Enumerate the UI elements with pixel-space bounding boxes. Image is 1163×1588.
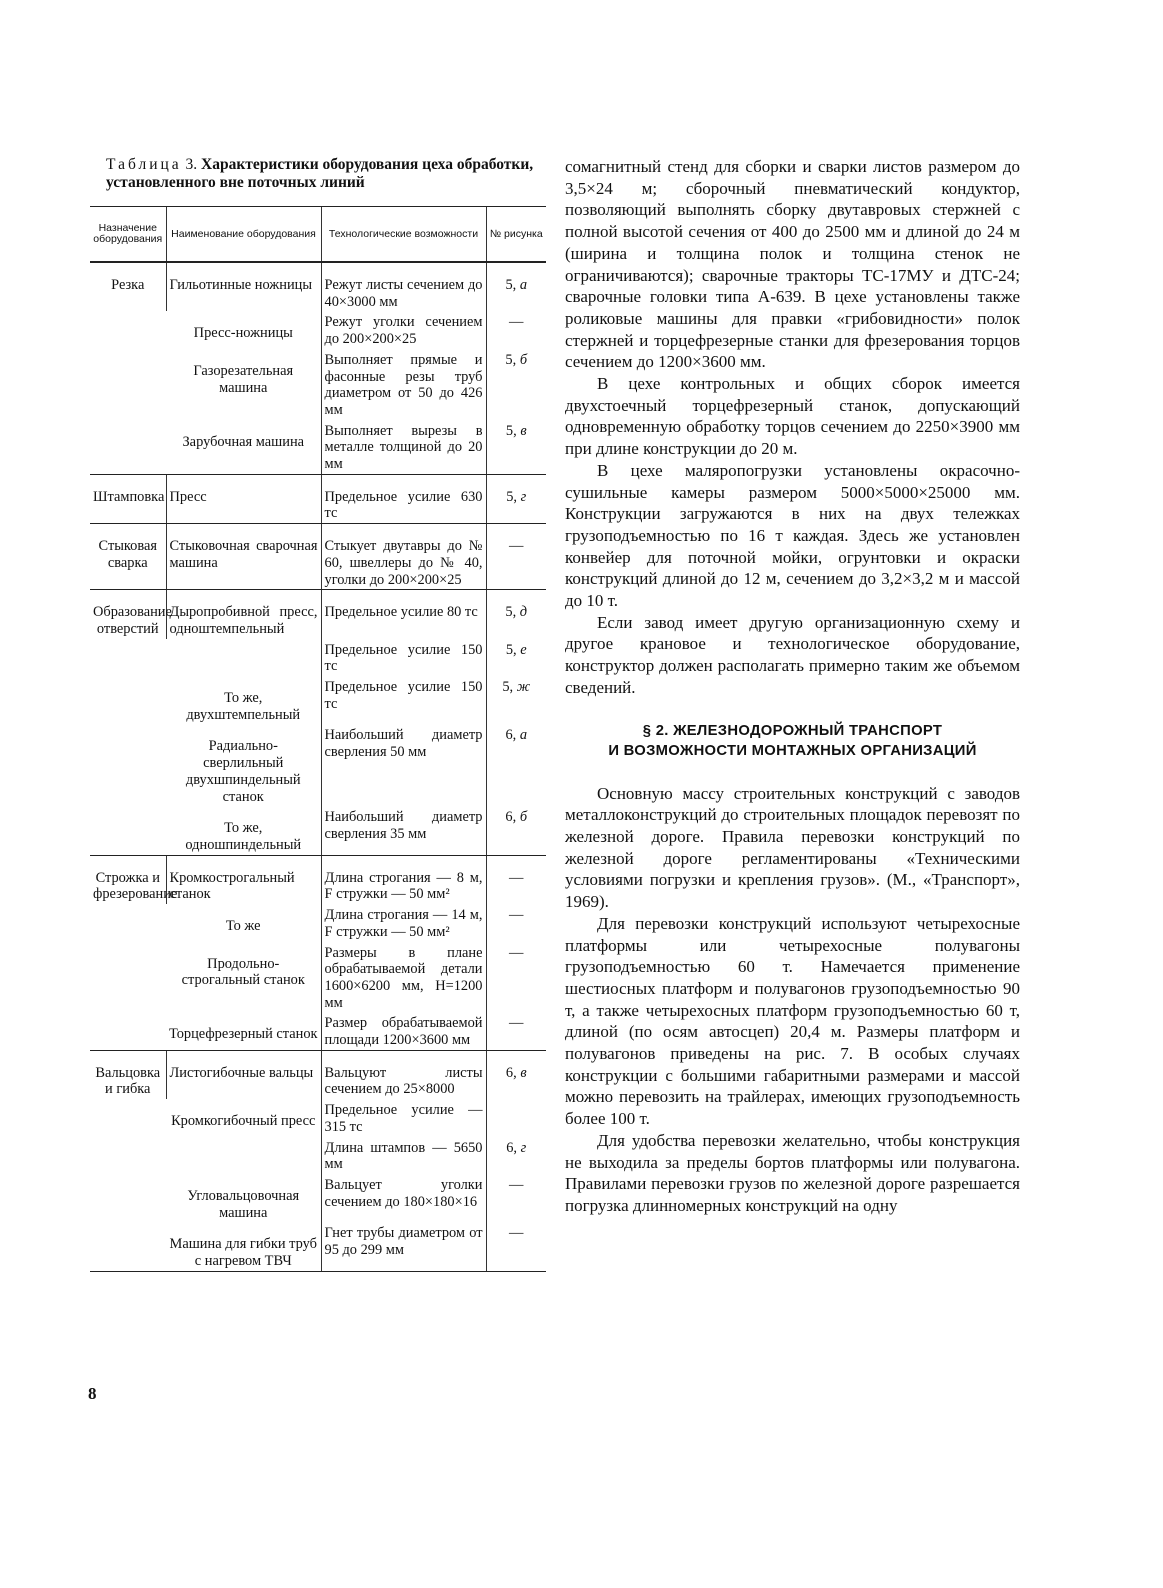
equipment-name-text: Кромкогибочный пресс [171, 1113, 316, 1130]
figure-number: 6, [505, 1064, 521, 1081]
right-column [565, 156, 1020, 1217]
cell-figure-ref [486, 904, 546, 941]
figure-number: 6, [505, 809, 520, 826]
left-column [90, 156, 546, 1272]
cell-capability [321, 904, 486, 941]
cell-equipment-name [166, 474, 321, 523]
equipment-table [90, 206, 546, 1272]
cell-capability [321, 1174, 486, 1222]
figure-number: — [509, 1176, 524, 1193]
cell-capability [321, 724, 486, 806]
figure-number: 6, [506, 1139, 521, 1156]
equipment-name-text: Дыропробивной пресс, одноштемпельный [169, 604, 318, 637]
caption-word: Таблица [106, 156, 182, 173]
header-capability: Технологические возможности [321, 207, 486, 263]
figure-number: — [509, 1225, 524, 1242]
figure-letter: г [520, 488, 527, 505]
cell-capability [321, 420, 486, 475]
capability-text: Стыкует двутавры до № 60, швеллеры до № 40, уголки до 200×200×25 [324, 538, 483, 588]
capability-text: Предельное усилие 630 тс [324, 488, 483, 522]
capability-text: Длина штампов — 5650 мм [324, 1139, 483, 1173]
paragraph: В цехе контрольных и общих сборок имеется двухстоечный торцефрезерный станок, допускающий одновременную обработку торцов сечением до 2250×3900 мм при длине конструкции до 20 м. [565, 374, 1020, 459]
cell-purpose: Штамповка [90, 474, 166, 523]
figure-number: 5, [502, 679, 517, 696]
caption-number: 3. [185, 156, 198, 173]
cell-figure-ref [486, 806, 546, 855]
cell-figure-ref [486, 311, 546, 348]
figure-letter: в [520, 1064, 527, 1081]
paragraph: Основную массу строительных конструкций с заводов металлоконструкций до строительных площадок перевозят по железной дороге. Правила перевозки конструкций по железной дороге регламентированы «Техническими условиями погрузки и крепления грузов». (М., «Транспорт», 1969). [565, 783, 1020, 912]
figure-letter: б [519, 351, 528, 368]
table-row [90, 474, 546, 523]
table-caption [106, 156, 536, 192]
cell-capability [321, 806, 486, 855]
caption-title: Характеристики оборудования цеха обработки, установленного вне поточных линий [106, 156, 534, 191]
equipment-name-text: Торцефрезерный станок [169, 1026, 318, 1043]
header-figure: № рисунка [486, 207, 546, 263]
equipment-name-text: Радиально-сверлильный двухшпиндельный станок [185, 738, 301, 805]
cell-capability [321, 311, 486, 348]
cell-capability [321, 1050, 486, 1099]
cell-equipment-name [166, 311, 321, 348]
cell-equipment-name [166, 1099, 321, 1136]
paragraph: В цехе маляропогрузки установлены окрасочно-сушильные камеры размером 5000×5000×25000 мм. Конструкции загружаются в них на двух тележках грузоподъемностью по 16 т каждая. Здесь же установлен конвейер для поточной мойки, огрунтовки и окраски конструкций длиной до 12 м, сечением до 3,2×3,2 м и массой до 10 т. [565, 460, 1020, 611]
cell-figure-ref [486, 1012, 546, 1050]
figure-number: 5, [505, 277, 520, 293]
page-number: 8 [88, 1384, 97, 1403]
cell-capability [321, 942, 486, 1013]
cell-figure-ref [486, 524, 546, 590]
table-row [90, 1050, 546, 1099]
cell-equipment-name [166, 1222, 321, 1271]
figure-letter: г [520, 1139, 527, 1156]
cell-figure-ref [486, 855, 546, 904]
equipment-name-text: Газорезательная машина [193, 362, 294, 396]
paragraph: Для удобства перевозки желательно, чтобы конструкция не выходила за пределы бортов платформы или полувагона. Правилами перевозки грузов по железной дороге разрешается погрузка длинномерных конструкций на одну [565, 1130, 1020, 1215]
table-row [90, 590, 546, 639]
cell-equipment-name [166, 806, 321, 855]
capability-text: Вальцует уголки сечением до 180×180×16 [324, 1176, 483, 1210]
cell-equipment-name [166, 524, 321, 590]
cell-capability [321, 590, 486, 639]
cell-capability [321, 349, 486, 420]
equipment-name-text: Продольно-строгальный станок [181, 955, 305, 989]
figure-number: 5, [505, 604, 520, 621]
equipment-name-text: Зарубочная машина [182, 433, 305, 450]
cell-capability [321, 855, 486, 904]
cell-capability [321, 262, 486, 311]
capability-text: Размеры в плане обрабатываемой детали 1600×6200 мм, H=1200 мм [324, 944, 483, 1011]
cell-equipment-name [166, 904, 321, 941]
cell-purpose: Стыковая сварка [90, 524, 166, 590]
figure-number: 5, [505, 351, 520, 368]
capability-text: Предельное усилие 150 тс [324, 679, 483, 712]
cell-figure-ref [486, 1099, 546, 1136]
cell-figure-ref [486, 724, 546, 806]
equipment-name-text: То же, двухштемпельный [186, 690, 301, 723]
capability-text: Выполняет вырезы в металле толщиной до 20 мм [324, 422, 483, 473]
figure-number: 5, [506, 488, 521, 505]
cell-figure-ref [486, 639, 546, 676]
cell-equipment-name [166, 1174, 321, 1222]
figure-letter: а [519, 277, 528, 293]
cell-figure-ref [486, 676, 546, 724]
cell-figure-ref [486, 262, 546, 311]
capability-text: Длина строгания — 8 м, F стружки — 50 мм² [324, 869, 483, 903]
equipment-name-text: Угловальцовочная машина [187, 1187, 300, 1221]
cell-equipment-name [166, 639, 321, 676]
equipment-name-text: Кромкострогальный станок [169, 869, 295, 903]
paragraph: Для перевозки конструкций используют четырехосные платформы или четырехосные полувагоны грузоподъемностью 60 т. Намечается применение шестиосных платформ и полувагонов грузоподъемностью 90 т, а также четырехосных платформ грузоподъемностью 60 т, длиной (по осям автосцеп) 20,4 м. Размеры платформ и полувагонов приведены на рис. 7. В особых случаях конструкции с большими габаритными размерами и массой можно перевозить на трайлерах, имеющих грузоподъемность более 100 т. [565, 913, 1020, 1129]
cell-equipment-name [166, 590, 321, 639]
cell-capability [321, 676, 486, 724]
figure-number: — [509, 538, 524, 555]
capability-text: Наибольший диаметр сверления 50 мм [324, 727, 483, 761]
cell-figure-ref [486, 1174, 546, 1222]
cell-capability [321, 1099, 486, 1136]
cell-equipment-name [166, 262, 321, 311]
capability-text: Размер обрабатываемой площади 1200×3600 мм [324, 1015, 483, 1049]
figure-number: — [509, 1015, 524, 1032]
equipment-name-text: Листогибочные вальцы [169, 1064, 314, 1081]
cell-figure-ref [486, 1222, 546, 1271]
figure-number: — [509, 907, 524, 924]
equipment-name-text: Пресс-ножницы [193, 325, 293, 342]
capability-text: Предельное усилие 150 тс [324, 641, 483, 675]
cell-purpose: Вальцовка и гибка [90, 1050, 166, 1271]
capability-text: Выполняет прямые и фасонные резы труб диаметром от 50 до 426 мм [324, 351, 483, 418]
equipment-name-text: Пресс [169, 488, 207, 505]
capability-text: Вальцуют листы сечением до 25×8000 [324, 1064, 483, 1098]
figure-letter: а [519, 727, 528, 744]
header-purpose: Назначение оборудования [90, 207, 166, 263]
figure-letter: б [519, 809, 528, 826]
figure-letter: д [519, 604, 528, 621]
header-name: Наименование оборудования [166, 207, 321, 263]
cell-capability [321, 1012, 486, 1050]
paragraph: сомагнитный стенд для сборки и сварки листов размером до 3,5×24 м; сборочный пневматический кондуктор, позволяющий выполнять сборку двутавровых стержней с полной высотой сечения от 400 до 2500 мм и длиной до 24 м (ширина и толщина полок и толщина стенок не ограничиваются); сварочные тракторы ТС-17МУ и ДТС-24; сварочные головки типа А-639. В цехе установлены также роликовые машины для правки «грибовидности» полок стержней и торцефрезерные станки для фрезерования торцов сечением до 1200×3600 мм. [565, 157, 1020, 372]
figure-number: — [509, 944, 524, 961]
capability-text: Предельное усилие 80 тс [324, 604, 478, 621]
figure-number: 6, [505, 727, 520, 744]
equipment-name-text: То же [225, 918, 261, 935]
cell-figure-ref [486, 1050, 546, 1099]
table-row [90, 855, 546, 904]
cell-figure-ref [486, 420, 546, 475]
equipment-name-text: Стыковочная сварочная машина [169, 538, 318, 571]
equipment-name-text: То же, одношпиндельный [185, 820, 302, 853]
table-header-row [90, 207, 546, 263]
cell-equipment-name [166, 855, 321, 904]
cell-equipment-name [166, 942, 321, 1013]
capability-text: Режут уголки сечением до 200×200×25 [324, 314, 483, 348]
cell-purpose: Строжка и фрезерование [90, 855, 166, 1050]
cell-figure-ref [486, 942, 546, 1013]
cell-purpose: Резка [90, 262, 166, 474]
cell-equipment-name [166, 676, 321, 724]
figure-number: 5, [505, 422, 521, 439]
section-heading [565, 721, 1020, 761]
figure-letter: ж [516, 679, 531, 696]
equipment-name-text: Гильотинные ножницы [169, 277, 313, 293]
section-heading-line: § 2. ЖЕЛЕЗНОДОРОЖНЫЙ ТРАНСПОРТ [642, 722, 943, 739]
figure-number: — [509, 869, 524, 886]
cell-capability [321, 639, 486, 676]
capability-text: Гнет трубы диаметром от 95 до 299 мм [324, 1225, 483, 1259]
section-heading-line: И ВОЗМОЖНОСТИ МОНТАЖНЫХ ОРГАНИЗАЦИЙ [608, 742, 977, 759]
cell-capability [321, 1137, 486, 1174]
cell-figure-ref [486, 1137, 546, 1174]
cell-figure-ref [486, 349, 546, 420]
cell-equipment-name [166, 1137, 321, 1174]
capability-text: Предельное усилие — 315 тс [324, 1102, 483, 1135]
equipment-name-text: Машина для гибки труб с нагревом ТВЧ [169, 1236, 317, 1270]
cell-capability [321, 1222, 486, 1271]
cell-equipment-name [166, 420, 321, 475]
table-row [90, 262, 546, 311]
cell-equipment-name [166, 1012, 321, 1050]
table-row [90, 524, 546, 590]
cell-figure-ref [486, 474, 546, 523]
cell-figure-ref [486, 590, 546, 639]
cell-capability [321, 474, 486, 523]
paragraph: Если завод имеет другую организационную схему и другое крановое и технологическое оборудование, конструктор должен располагать примерно таким же объемом сведений. [565, 612, 1020, 697]
capability-text: Наибольший диаметр сверления 35 мм [324, 809, 483, 842]
cell-equipment-name [166, 349, 321, 420]
capability-text: Длина строгания — 14 м, F стружки — 50 мм² [324, 907, 483, 940]
cell-capability [321, 524, 486, 590]
figure-number: — [509, 314, 524, 331]
cell-equipment-name [166, 724, 321, 806]
cell-purpose: Образование отверстий [90, 590, 166, 855]
figure-letter: в [520, 422, 527, 439]
table-body [90, 262, 546, 1271]
capability-text: Режут листы сечением до 40×3000 мм [324, 277, 483, 310]
figure-letter: е [520, 641, 527, 658]
figure-number: 5, [505, 641, 521, 658]
cell-equipment-name [166, 1050, 321, 1099]
